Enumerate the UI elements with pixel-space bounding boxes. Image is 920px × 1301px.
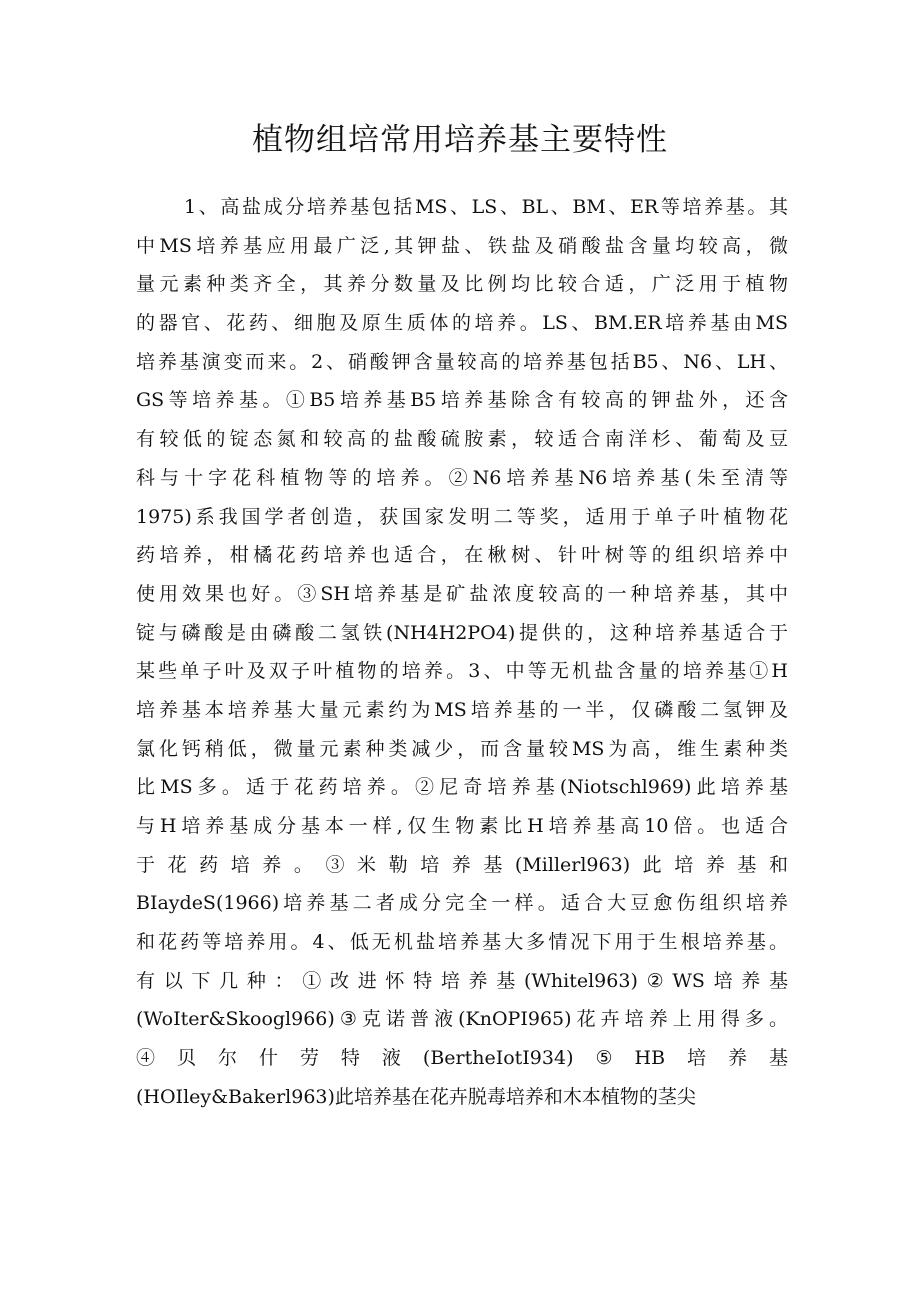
body-line: BIaydeS(1966)培养基二者成分完全一样。适合大豆愈伤组织培养 (136, 892, 788, 915)
body-line: 药培养，柑橘花药培养也适合，在楸树、针叶树等的组织培养中 (136, 544, 788, 567)
body-line: 培养基本培养基大量元素约为MS培养基的一半，仅磷酸二氢钾及 (136, 698, 788, 721)
body-line: ④贝尔什劳特液(BertheIotI934)⑤HB培养基 (136, 1047, 788, 1070)
body-line: 使用效果也好。③SH培养基是矿盐浓度较高的一种培养基，其中 (136, 582, 788, 605)
document-body (136, 188, 788, 1117)
body-line: 中MS培养基应用最广泛,其钾盐、铁盐及硝酸盐含量均较高，微 (136, 234, 788, 257)
body-line: (WoIter&Skoogl966)③克诺普液(KnOPI965)花卉培养上用得多。 (136, 1008, 788, 1031)
body-line: 科与十字花科植物等的培养。②N6培养基N6培养基(朱至清等 (136, 466, 788, 489)
body-line: 有以下几种：①改进怀特培养基(Whitel963)②WS培养基 (136, 969, 788, 992)
body-line: 1、高盐成分培养基包括MS、LS、BL、BM、ER等培养基。其 (184, 196, 788, 218)
body-line: 于花药培养。③米勒培养基(Millerl963)此培养基和 (136, 853, 788, 876)
body-line: 某些单子叶及双子叶植物的培养。3、中等无机盐含量的培养基①H (136, 660, 788, 683)
body-line: GS等培养基。①B5培养基B5培养基除含有较高的钾盐外，还含 (136, 389, 788, 412)
page-title: 植物组培常用培养基主要特性 (252, 122, 668, 158)
body-line: 有较低的锭态氮和较高的盐酸硫胺素，较适合南洋杉、葡萄及豆 (136, 428, 788, 451)
body-line: 氯化钙稍低，微量元素种类减少，而含量较MS为高，维生素种类 (136, 737, 788, 760)
body-line: 量元素种类齐全，其养分数量及比例均比较合适，广泛用于植物 (136, 273, 788, 296)
body-line: 与H培养基成分基本一样,仅生物素比H培养基高10倍。也适合 (136, 815, 788, 837)
body-line: 和花药等培养用。4、低无机盐培养基大多情况下用于生根培养基。 (136, 931, 788, 954)
body-line: (HOIley&Bakerl963)此培养基在花卉脱毒培养和木本植物的茎尖 (136, 1085, 696, 1108)
body-line: 锭与磷酸是由磷酸二氢铁(NH4H2PO4)提供的，这种培养基适合于 (136, 621, 788, 644)
body-line: 的器官、花药、细胞及原生质体的培养。LS、BM.ER培养基由MS (136, 312, 788, 335)
body-line: 培养基演变而来。2、硝酸钾含量较高的培养基包括B5、N6、LH、 (136, 350, 788, 373)
body-line: 1975)系我国学者创造，获国家发明二等奖，适用于单子叶植物花 (136, 505, 788, 528)
body-line: 比MS多。适于花药培养。②尼奇培养基(Niotschl969)此培养基 (136, 776, 788, 799)
